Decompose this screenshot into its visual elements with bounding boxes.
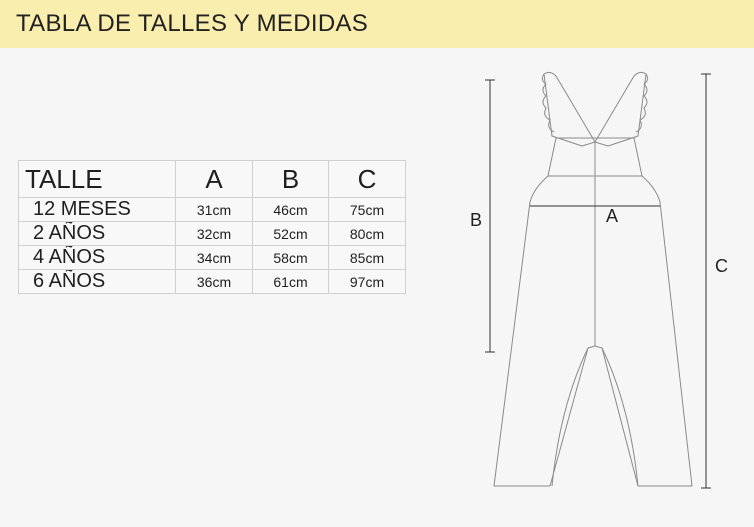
size-cell: 12 MESES	[19, 198, 176, 222]
measure-c-cell: 97cm	[329, 270, 406, 294]
measure-c-cell: 75cm	[329, 198, 406, 222]
column-header-c: C	[329, 161, 406, 198]
size-cell: 4 AÑOS	[19, 246, 176, 270]
garment-outline	[494, 72, 692, 486]
measure-c-cell: 85cm	[329, 246, 406, 270]
size-cell: 2 AÑOS	[19, 222, 176, 246]
dimension-label-a: A	[606, 206, 619, 226]
measure-c-cell: 80cm	[329, 222, 406, 246]
table-row	[19, 270, 406, 294]
column-header-a: A	[176, 161, 253, 198]
page-title: TABLA DE TALLES Y MEDIDAS	[16, 10, 369, 37]
measure-a-cell: 36cm	[176, 270, 253, 294]
dimension-label-b: B	[470, 210, 483, 230]
dimension-label-c: C	[715, 256, 728, 276]
measure-b-cell: 46cm	[253, 198, 329, 222]
table-row	[19, 222, 406, 246]
header-bar	[0, 0, 754, 48]
overall-garment-icon	[460, 66, 730, 496]
measure-b-cell: 58cm	[253, 246, 329, 270]
measure-a-cell: 32cm	[176, 222, 253, 246]
table-header-row	[19, 161, 406, 198]
measure-b-cell: 52cm	[253, 222, 329, 246]
table-row	[19, 198, 406, 222]
column-header-b: B	[253, 161, 329, 198]
table-row	[19, 246, 406, 270]
measure-b-cell: 61cm	[253, 270, 329, 294]
size-table	[18, 160, 406, 294]
column-header-talle: TALLE	[19, 161, 176, 198]
size-cell: 6 AÑOS	[19, 270, 176, 294]
measure-a-cell: 34cm	[176, 246, 253, 270]
measure-a-cell: 31cm	[176, 198, 253, 222]
